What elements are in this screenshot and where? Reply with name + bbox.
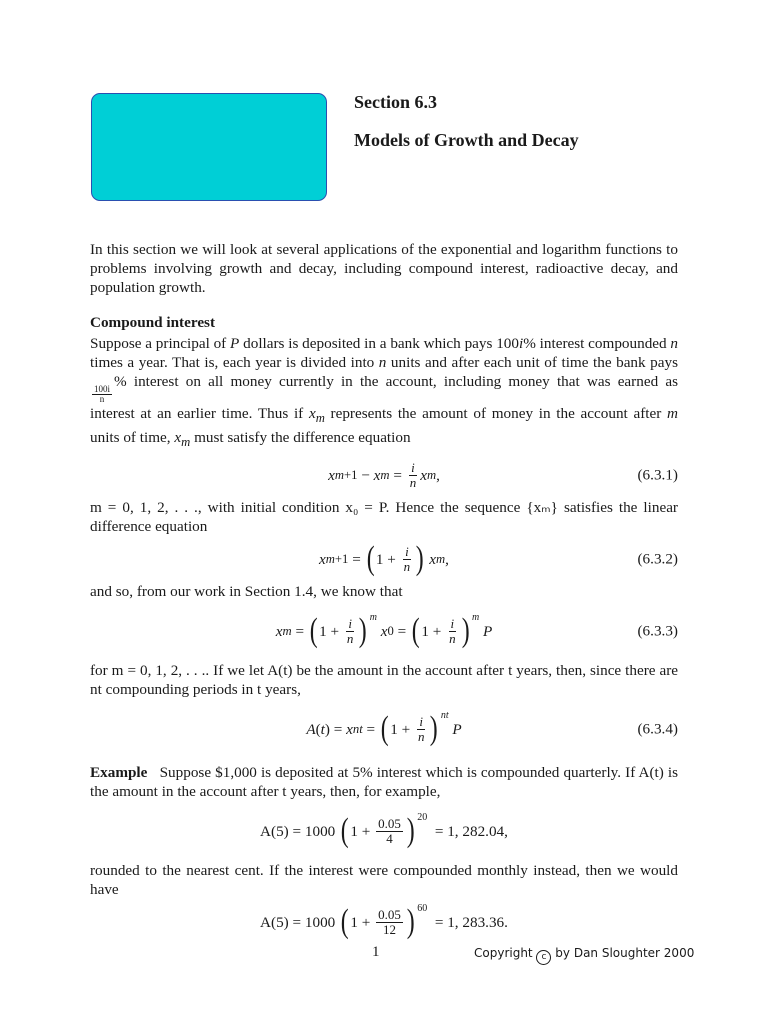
example-paragraph: Example Suppose $1,000 is deposited at 5% interest which is compounded quarterly. If A(t) is the amount in the account after t years, then, for example,: [90, 764, 678, 801]
equation-number: (6.3.3): [637, 622, 678, 640]
copyright-symbol: c: [536, 950, 551, 965]
section-number: Section 6.3: [354, 92, 437, 112]
logo-box: [91, 93, 327, 201]
content: [90, 240, 678, 945]
equation-6-3-1: x m+1 − x m = $\frac{i}{n}$ x m , (6.3.1): [328, 459, 678, 490]
example-label: Example: [90, 764, 148, 782]
example-equation-monthly: A(5) = 1000 ( 1 + $\frac{0.05}{12}$ ) 60 = 1, 283.36.: [260, 902, 508, 941]
equation-6-3-3: x m = ( 1 + $\frac{i}{n}$ ) m x 0 = ( 1 + $\frac{i}{n}$ ) m P (6.3.3): [275, 611, 678, 650]
equation-6-3-2: x m+1 = ( 1 + $\frac{i}{n}$ ) x m , (6.3.2): [319, 540, 678, 578]
example-equation-quarterly: A(5) = 1000 ( 1 + $\frac{0.05}{4}$ ) 20 = 1, 282.04,: [260, 811, 508, 850]
equation-6-3-4: A ( t ) = x nt = ( 1 + $\frac{i}{n}$ ) nt P (6.3.4): [306, 709, 678, 748]
compound-paragraph-2: m = 0, 1, 2, . . ., with initial condition x₀ = P. Hence the sequence {xₘ} satisfies the linear difference equation: [90, 499, 678, 536]
compound-paragraph-1: Suppose a principal of P dollars is deposited in a bank which pays 100i% interest compounded n times a year. That is, each year is divided into n units and after each unit of time the bank pays $\frac{100i}{n}$ % interest on all money currently in the account, including money that was earned as interest at an earlier time. Thus if $x_m$ represents the amount of money in the account after m units of time, $x_m$ must satisfy the difference equation: [90, 335, 679, 450]
copyright-notice: Copyright c by Dan Sloughter 2000: [474, 946, 694, 965]
intro-paragraph: In this section we will look at several applications of the exponential and logarithm functions to problems involving growth and decay, including compound interest, radioactive decay, and population growth.: [90, 241, 678, 296]
page-number: 1: [372, 944, 380, 960]
compound-paragraph-3: and so, from our work in Section 1.4, we know that: [90, 583, 403, 601]
compound-interest-heading: Compound interest: [90, 314, 216, 331]
equation-number: (6.3.1): [637, 466, 678, 484]
section-title: Models of Growth and Decay: [354, 130, 579, 150]
example-paragraph-2: rounded to the nearest cent. If the interest were compounded monthly instead, then we would have: [90, 862, 678, 899]
equation-number: (6.3.4): [637, 720, 678, 738]
compound-paragraph-4: for m = 0, 1, 2, . . .. If we let A(t) be the amount in the account after t years, then, since there are nt compounding periods in t years,: [90, 662, 678, 699]
equation-number: (6.3.2): [637, 550, 678, 568]
